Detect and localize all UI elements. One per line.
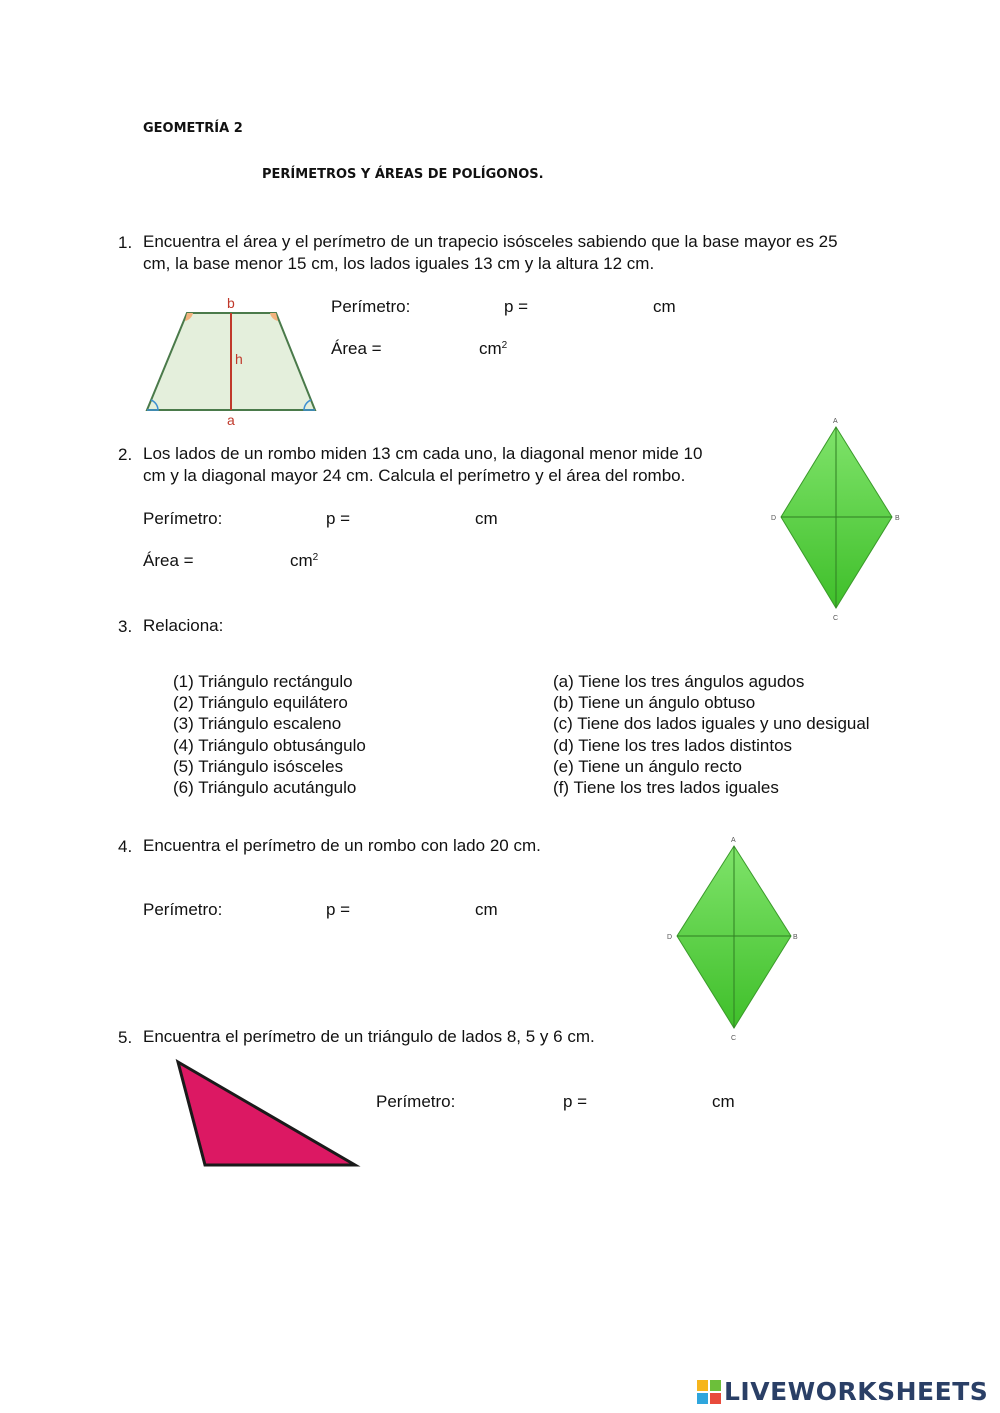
q4-perimeter-label: Perímetro: [143, 900, 223, 919]
rhombus-q2-label-b: B [895, 515, 900, 522]
q3-prompt: Relaciona: [143, 616, 224, 635]
q3-left-item-1: (1) Triángulo rectángulo [173, 672, 353, 691]
q1-number: 1. [118, 233, 133, 252]
q2-p-label: p = [326, 509, 351, 528]
rhombus-figure-q4 [660, 833, 805, 1045]
q3-left-item-4: (4) Triángulo obtusángulo [173, 736, 366, 755]
trapezoid-label-a: a [227, 412, 235, 428]
q1-line-1: Encuentra el área y el perímetro de un trapecio isósceles sabiendo que la base mayor es 25 [143, 232, 838, 251]
q2-line-2: cm y la diagonal mayor 24 cm. Calcula el perímetro y el área del rombo. [143, 466, 686, 485]
rhombus-q2-label-d: D [771, 515, 777, 522]
q1-perimeter-label: Perímetro: [331, 297, 411, 316]
q3-left-item-3: (3) Triángulo escaleno [173, 714, 342, 733]
q3-right-item-f: (f) Tiene los tres lados iguales [553, 778, 779, 797]
liveworksheets-logo-icon [697, 1380, 721, 1404]
q5-perimeter-label: Perímetro: [376, 1092, 456, 1111]
q4-p-label: p = [326, 900, 351, 919]
q5-number: 5. [118, 1028, 133, 1047]
q2-number: 2. [118, 445, 133, 464]
liveworksheets-logo-text: LIVEWORKSHEETS [724, 1377, 989, 1406]
q3-left-item-5: (5) Triángulo isósceles [173, 757, 344, 776]
document-subject: GEOMETRÍA 2 [143, 121, 243, 136]
q3-right-item-b: (b) Tiene un ángulo obtuso [553, 693, 756, 712]
q2-perimeter-label: Perímetro: [143, 509, 223, 528]
trapezoid-label-h: h [235, 351, 243, 367]
q1-perimeter-unit: cm [653, 297, 676, 316]
trapezoid-figure [140, 292, 325, 430]
rhombus-q4-label-d: D [667, 934, 673, 941]
q3-right-item-c: (c) Tiene dos lados iguales y uno desigual [553, 714, 870, 733]
triangle-figure [172, 1058, 362, 1170]
q3-right-item-e: (e) Tiene un ángulo recto [553, 757, 743, 776]
q3-right-item-a: (a) Tiene los tres ángulos agudos [553, 672, 805, 691]
q1-line-2: cm, la base menor 15 cm, los lados iguales 13 cm y la altura 12 cm. [143, 254, 655, 273]
rhombus-q4-label-a: A [731, 837, 736, 844]
q5-perimeter-unit: cm [712, 1092, 735, 1111]
q4-line-1: Encuentra el perímetro de un rombo con lado 20 cm. [143, 836, 541, 855]
q4-number: 4. [118, 837, 133, 856]
rhombus-q4-label-b: B [793, 934, 798, 941]
q3-left-item-2: (2) Triángulo equilátero [173, 693, 348, 712]
rhombus-figure-q2 [765, 413, 910, 625]
q5-line-1: Encuentra el perímetro de un triángulo de lados 8, 5 y 6 cm. [143, 1027, 595, 1046]
q2-line-1: Los lados de un rombo miden 13 cm cada uno, la diagonal menor mide 10 [143, 444, 703, 463]
q2-area-label: Área = [143, 551, 194, 570]
q5-p-label: p = [563, 1092, 588, 1111]
q1-p-label: p = [504, 297, 529, 316]
rhombus-q4-label-c: C [731, 1035, 737, 1042]
q4-perimeter-unit: cm [475, 900, 498, 919]
q1-area-unit: $cm^2$ [479, 339, 508, 358]
triangle-shape [178, 1062, 355, 1165]
rhombus-q2-label-c: C [833, 615, 839, 622]
q2-perimeter-unit: cm [475, 509, 498, 528]
q2-area-unit: $cm^2$ [290, 551, 319, 570]
q3-number: 3. [118, 617, 133, 636]
q1-area-label: Área = [331, 339, 382, 358]
document-title: PERÍMETROS Y ÁREAS DE POLÍGONOS. [262, 167, 544, 182]
trapezoid-label-b: b [227, 295, 235, 311]
q3-left-item-6: (6) Triángulo acutángulo [173, 778, 357, 797]
rhombus-q2-label-a: A [833, 418, 838, 425]
q3-right-item-d: (d) Tiene los tres lados distintos [553, 736, 793, 755]
